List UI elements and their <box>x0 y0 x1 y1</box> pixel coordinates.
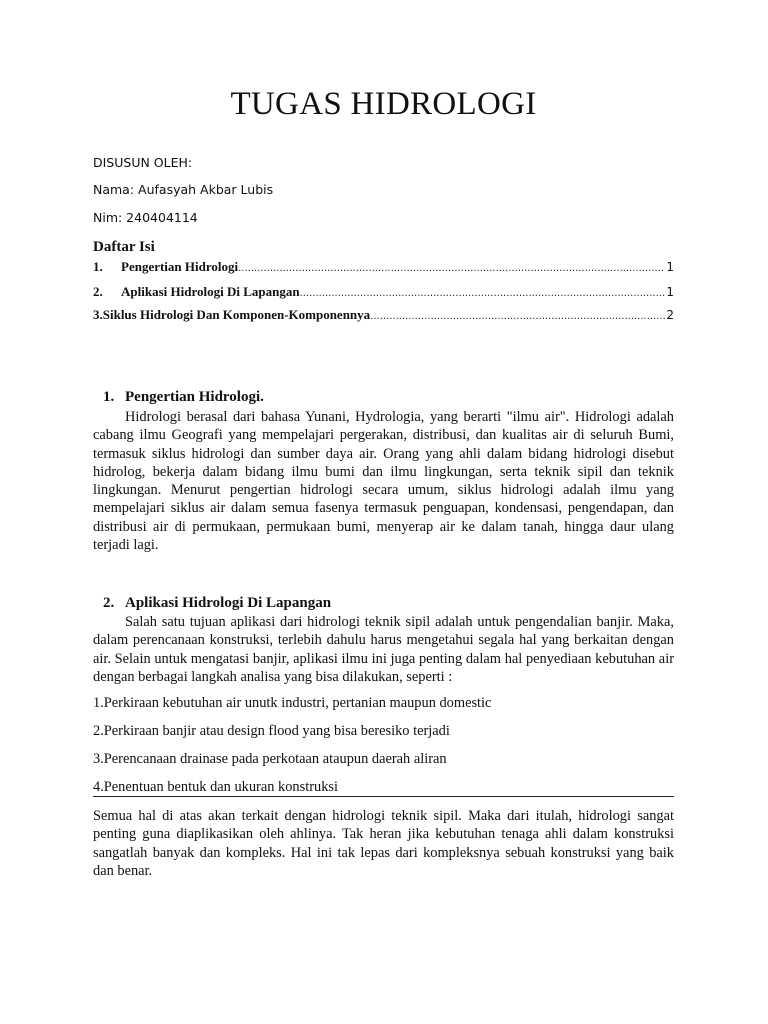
section-2-heading <box>103 595 331 612</box>
section-1-title: Pengertian Hidrologi. <box>125 389 264 405</box>
toc-entry-number: 1. <box>93 259 103 274</box>
toc-leader-dots <box>300 288 666 299</box>
section-2-paragraph: Salah satu tujuan aplikasi dari hidrologi teknik sipil adalah untuk pengendalian banjir. Maka, dalam perencanaan konstruksi, terlebih dahulu harus mengetahui segala hal yang berkaitan dengan air. Selain untuk mengatasi banjir, aplikasi ilmu ini juga penting dalam hal penyediaan kebutuhan air dengan berbagai langkah analisa yang bisa dilakukan, seperti : <box>93 614 674 685</box>
section-1-heading <box>103 389 264 406</box>
document-title: TUGAS HIDROLOGI <box>230 86 537 122</box>
section-2-title: Aplikasi Hidrologi Di Lapangan <box>125 595 332 611</box>
list-item: 3.Perencanaan drainase pada perkotaan ataupun daerah aliran <box>93 751 447 767</box>
section-2-closing: Semua hal di atas akan terkait dengan hidrologi teknik sipil. Maka dari itulah, hidrologi sangat penting guna diaplikasikan oleh ahlinya. Tak heran jika kebutuhan tenaga ahli dalam konstruksi sangatlah banyak dan kompleks. Hal ini tak lepas dari kompleksnya sebuah konstruksi yang baik dan benar. <box>93 808 674 879</box>
toc-entry-label: 3.Siklus Hidrologi Dan Komponen-Komponennya <box>93 307 371 322</box>
author-name: Nama: Aufasyah Akbar Lubis <box>93 182 274 197</box>
toc-entry-page: 2 <box>666 308 674 322</box>
toc-entry-number: 2. <box>93 284 103 299</box>
list-item: 2.Perkiraan banjir atau design flood yang bisa beresiko terjadi <box>93 723 450 739</box>
toc-entry-label: Aplikasi Hidrologi Di Lapangan <box>121 284 300 299</box>
toc-entry-1[interactable] <box>93 259 674 275</box>
toc-leader-dots <box>238 263 665 274</box>
section-1-number: 1. <box>103 389 115 405</box>
authored-by-label: DISUSUN OLEH: <box>93 155 193 170</box>
horizontal-rule <box>93 796 674 797</box>
toc-entry-label: Pengertian Hidrologi <box>121 259 239 274</box>
section-1-paragraph: Hidrologi berasal dari bahasa Yunani, Hydrologia, yang berarti "ilmu air". Hidrologi adalah cabang ilmu Geografi yang mempelajari pergerakan, distribusi, dan kualitas air di seluruh Bumi, termasuk siklus hidrologi dan sumber daya air. Orang yang ahli dalam bidang hidrologi disebut hidrolog, bekerja dalam bidang ilmu bumi dan ilmu lingkungan, serta teknik sipil dan teknik lingkungan. Menurut pengertian hidrologi secara umum, siklus hidrologi adalah ilmu yang mempelajari siklus air dalam semua fasenya termasuk penguapan, kondensasi, pengendapan, dan distribusi air di permukaan, permukaan bumi, menyerap air ke dalam tanah, hingga daur ulang terjadi lagi. <box>93 409 674 554</box>
toc-entry-page: 1 <box>666 260 674 274</box>
section-2-number: 2. <box>103 595 115 611</box>
toc-leader-dots <box>370 311 665 322</box>
list-item: 4.Penentuan bentuk dan ukuran konstruksi <box>93 779 338 795</box>
toc-entry-page: 1 <box>666 285 674 299</box>
author-nim: Nim: 240404114 <box>93 210 198 225</box>
toc-entry-3[interactable] <box>93 307 674 323</box>
toc-entry-2[interactable] <box>93 284 674 300</box>
list-item: 1.Perkiraan kebutuhan air unutk industri, pertanian maupun domestic <box>93 695 492 711</box>
toc-heading: Daftar Isi <box>93 239 155 255</box>
